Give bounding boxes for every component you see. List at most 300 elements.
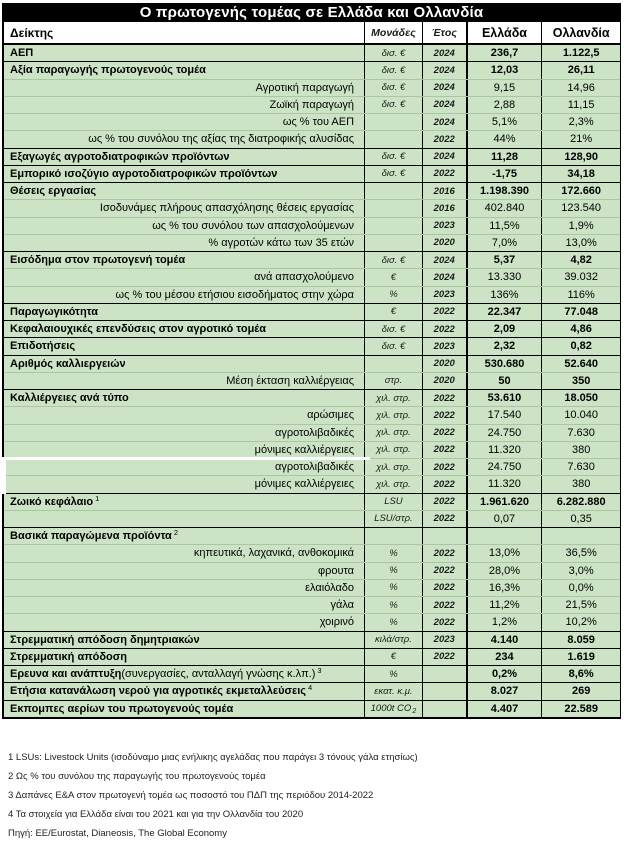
year-cell: 2022 bbox=[422, 563, 466, 579]
units-cell bbox=[364, 218, 422, 234]
units-cell bbox=[364, 425, 422, 441]
units-text: δισ. € bbox=[381, 151, 406, 163]
greece-value-cell: 530.680 bbox=[466, 356, 542, 372]
greece-value-cell: 13.330 bbox=[466, 269, 542, 285]
units-cell bbox=[364, 511, 422, 527]
greece-value-cell: 2,88 bbox=[466, 97, 542, 113]
footnote-marker-icon: 3 bbox=[317, 666, 322, 676]
year-cell: 2023 bbox=[422, 218, 466, 234]
units-cell bbox=[364, 304, 422, 320]
indicator-label: Αξία παραγωγής πρωτογενούς τομέα bbox=[10, 64, 206, 77]
year-cell: 2016 bbox=[422, 183, 466, 199]
indicator-cell bbox=[4, 149, 364, 165]
indicator-cell bbox=[4, 597, 364, 613]
units-text: % bbox=[389, 616, 398, 628]
indicator-label: ως % του μέσου ετήσιου εισοδήματος στην χώρα bbox=[115, 288, 355, 301]
greece-value-cell: 1,2% bbox=[466, 614, 542, 630]
indicator-label: κηπευτικά, λαχανικά, ανθοκομικά bbox=[193, 547, 355, 560]
netherlands-value-cell: 14,96 bbox=[541, 80, 620, 96]
table-row bbox=[4, 648, 620, 665]
units-text: χιλ. στρ. bbox=[376, 392, 411, 404]
footnote-line: Πηγή: ΕΕ/Eurostat, Dianeosis, The Global Economy bbox=[8, 828, 227, 839]
units-cell bbox=[364, 683, 422, 699]
greece-value-cell: 0,2% bbox=[466, 666, 542, 682]
indicator-cell bbox=[4, 321, 364, 337]
table-row bbox=[4, 130, 620, 147]
greece-value-cell bbox=[466, 528, 542, 544]
indicator-label: Στρεμματική απόδοση δημητριακών bbox=[10, 633, 200, 646]
units-text: δισ. € bbox=[381, 64, 406, 76]
netherlands-value-cell: 13,0% bbox=[541, 235, 620, 251]
indicator-cell bbox=[4, 218, 364, 234]
units-cell bbox=[364, 701, 422, 717]
netherlands-value-cell: 380 bbox=[541, 476, 620, 492]
greece-value-cell: 236,7 bbox=[466, 45, 542, 61]
units-cell bbox=[364, 183, 422, 199]
indicator-label: Εισόδημα στον πρωτογενή τομέα bbox=[10, 254, 186, 267]
indicator-label: γάλα bbox=[330, 599, 355, 612]
indicator-label: αγροτολιβαδικές bbox=[274, 461, 355, 474]
table-row bbox=[4, 406, 620, 423]
netherlands-value-cell: 123.540 bbox=[541, 200, 620, 216]
units-text: χιλ. στρ. bbox=[376, 409, 411, 421]
netherlands-value-cell: 350 bbox=[541, 373, 620, 389]
netherlands-value-cell: 21% bbox=[541, 131, 620, 147]
table-row bbox=[4, 389, 620, 406]
table-row bbox=[4, 700, 620, 717]
indicator-label: φρουτα bbox=[317, 564, 355, 577]
table-row bbox=[4, 372, 620, 389]
units-cell bbox=[364, 390, 422, 406]
year-cell: 2022 bbox=[422, 597, 466, 613]
greece-value-cell: 402.840 bbox=[466, 200, 542, 216]
greece-value-cell: 22.347 bbox=[466, 304, 542, 320]
units-text: δισ. € bbox=[381, 340, 406, 352]
greece-value-cell: 16,3% bbox=[466, 580, 542, 596]
netherlands-value-cell: 269 bbox=[541, 683, 620, 699]
table-row bbox=[4, 113, 620, 130]
year-cell: 2023 bbox=[422, 338, 466, 354]
netherlands-value-cell: 21,5% bbox=[541, 597, 620, 613]
table-row bbox=[4, 165, 620, 182]
units-text: χιλ. στρ. bbox=[376, 444, 411, 456]
units-text: € bbox=[390, 651, 397, 663]
table-row bbox=[4, 148, 620, 165]
year-cell: 2023 bbox=[422, 287, 466, 303]
indicator-label: Ετήσια κατανάλωση νερού για αγροτικές εκμεταλλεύσεις bbox=[10, 685, 307, 698]
indicator-label: Εκπομπες αερίων του πρωτογενούς τομέα bbox=[10, 702, 234, 715]
table-row bbox=[4, 337, 620, 354]
units-text: LSU/στρ. bbox=[374, 513, 413, 525]
netherlands-value-cell: 7.630 bbox=[541, 425, 620, 441]
indicator-cell bbox=[4, 494, 364, 510]
indicator-label: ως % του ΑΕΠ bbox=[282, 116, 355, 129]
units-cell bbox=[364, 235, 422, 251]
units-text: χιλ. στρ. bbox=[376, 478, 411, 490]
table-row bbox=[4, 61, 620, 78]
indicator-cell bbox=[4, 425, 364, 441]
units-cell bbox=[364, 287, 422, 303]
indicator-cell bbox=[4, 511, 364, 527]
year-cell bbox=[422, 666, 466, 682]
table-row bbox=[4, 251, 620, 268]
netherlands-value-cell: 18.050 bbox=[541, 390, 620, 406]
year-cell: 2024 bbox=[422, 252, 466, 268]
indicator-cell bbox=[4, 200, 364, 216]
units-cell bbox=[364, 114, 422, 130]
netherlands-value-cell: 0,82 bbox=[541, 338, 620, 354]
units-cell bbox=[364, 166, 422, 182]
indicator-cell bbox=[4, 304, 364, 320]
units-text: LSU bbox=[384, 496, 403, 508]
column-header-units: Μονάδες bbox=[364, 22, 422, 43]
greece-value-cell: 234 bbox=[466, 649, 542, 665]
indicator-cell bbox=[4, 390, 364, 406]
netherlands-value-cell: 39.032 bbox=[541, 269, 620, 285]
indicator-label: Στρεμματική απόδοση bbox=[10, 650, 127, 663]
indicator-label: Εξαγωγές αγροτοδιατροφικών προϊόντων bbox=[10, 150, 230, 163]
netherlands-value-cell: 7.630 bbox=[541, 459, 620, 475]
indicator-cell bbox=[4, 580, 364, 596]
table-row bbox=[4, 234, 620, 251]
indicator-cell bbox=[4, 287, 364, 303]
table-row bbox=[4, 596, 620, 613]
units-cell bbox=[364, 476, 422, 492]
indicator-label: Βασικά παραγώμενα προϊόντα bbox=[10, 530, 172, 543]
units-cell bbox=[364, 442, 422, 458]
units-text: % bbox=[389, 289, 398, 301]
units-text: € bbox=[390, 271, 397, 283]
netherlands-value-cell: 3,0% bbox=[541, 563, 620, 579]
netherlands-value-cell: 8.059 bbox=[541, 632, 620, 648]
netherlands-value-cell: 26,11 bbox=[541, 62, 620, 78]
units-cell bbox=[364, 200, 422, 216]
column-header-netherlands: Ολλανδία bbox=[541, 22, 620, 43]
greece-value-cell: 9,15 bbox=[466, 80, 542, 96]
indicator-label: μόνιμες καλλιέργειες bbox=[254, 478, 355, 491]
year-cell: 2024 bbox=[422, 114, 466, 130]
greece-value-cell: 0,07 bbox=[466, 511, 542, 527]
netherlands-value-cell: 10.040 bbox=[541, 407, 620, 423]
year-cell: 2022 bbox=[422, 494, 466, 510]
year-cell: 2022 bbox=[422, 425, 466, 441]
units-text: δισ. € bbox=[381, 254, 406, 266]
netherlands-value-cell: 116% bbox=[541, 287, 620, 303]
footnote-line: 1 LSUs: Livestock Units (ισοδύναμο μιας ενήλικης αγελάδας που παράγει 3 τόνους γάλα ετησίως) bbox=[8, 752, 418, 763]
indicator-cell bbox=[4, 97, 364, 113]
indicator-cell bbox=[4, 373, 364, 389]
table-row bbox=[4, 544, 620, 561]
greece-value-cell: 50 bbox=[466, 373, 542, 389]
greece-value-cell: 136% bbox=[466, 287, 542, 303]
table-row bbox=[4, 682, 620, 699]
year-cell: 2020 bbox=[422, 373, 466, 389]
units-text: € bbox=[390, 306, 397, 318]
units-cell bbox=[364, 632, 422, 648]
table-row bbox=[4, 441, 620, 458]
greece-value-cell: 17.540 bbox=[466, 407, 542, 423]
indicator-label: Ερευνα και ανάπτυξη bbox=[10, 668, 122, 681]
netherlands-value-cell: 22.589 bbox=[541, 701, 620, 717]
indicator-cell bbox=[4, 166, 364, 182]
indicator-cell bbox=[4, 563, 364, 579]
footnote-line: 2 Ως % του συνόλου της παραγωγής του πρωτογενούς τομέα bbox=[8, 771, 266, 782]
netherlands-value-cell: 4,86 bbox=[541, 321, 620, 337]
units-text: κιλά/στρ. bbox=[375, 634, 412, 646]
indicator-cell bbox=[4, 407, 364, 423]
greece-value-cell: 2,09 bbox=[466, 321, 542, 337]
indicator-label: αρώσιμες bbox=[307, 409, 355, 422]
indicator-cell bbox=[4, 131, 364, 147]
units-cell bbox=[364, 614, 422, 630]
year-cell: 2023 bbox=[422, 632, 466, 648]
indicator-label: ΑΕΠ bbox=[10, 47, 34, 60]
units-cell bbox=[364, 666, 422, 682]
units-cell bbox=[364, 149, 422, 165]
table-row bbox=[4, 665, 620, 682]
indicator-cell bbox=[4, 356, 364, 372]
netherlands-value-cell: 172.660 bbox=[541, 183, 620, 199]
greece-value-cell: 44% bbox=[466, 131, 542, 147]
column-header-indicator: Δείκτης bbox=[10, 25, 54, 40]
netherlands-value-cell: 11,15 bbox=[541, 97, 620, 113]
indicator-label: Ζωϊκή παραγωγή bbox=[269, 98, 355, 111]
year-cell: 2024 bbox=[422, 80, 466, 96]
indicator-label: Ισοδυνάμες πλήρους απασχόλησης θέσεις εργασίας bbox=[99, 202, 355, 215]
year-cell: 2024 bbox=[422, 62, 466, 78]
units-cell bbox=[364, 597, 422, 613]
netherlands-value-cell bbox=[541, 528, 620, 544]
indicator-label: ως % του συνόλου της αξίας της διατροφικής αλυσίδας bbox=[88, 133, 355, 146]
table-row bbox=[4, 303, 620, 320]
greece-value-cell: 5,37 bbox=[466, 252, 542, 268]
indicator-label: % αγροτών κάτω των 35 ετών bbox=[208, 236, 355, 249]
units-cell bbox=[364, 373, 422, 389]
netherlands-value-cell: 8,6% bbox=[541, 666, 620, 682]
units-text: δισ. € bbox=[381, 99, 406, 111]
indicator-label: ανά απασχολούμενο bbox=[254, 271, 355, 284]
indicator-cell bbox=[4, 614, 364, 630]
indicator-label: Μέση έκταση καλλιέργειας bbox=[226, 374, 355, 387]
table-row bbox=[4, 579, 620, 596]
units-cell bbox=[364, 269, 422, 285]
indicator-cell bbox=[4, 62, 364, 78]
table-row bbox=[4, 320, 620, 337]
year-cell: 2022 bbox=[422, 476, 466, 492]
year-cell: 2020 bbox=[422, 356, 466, 372]
indicator-cell bbox=[4, 252, 364, 268]
indicator-label: χοιρινό bbox=[319, 616, 355, 629]
year-cell: 2022 bbox=[422, 459, 466, 475]
indicator-cell bbox=[4, 80, 364, 96]
indicator-label: Αγροτική παραγωγή bbox=[255, 81, 355, 94]
indicator-label: Θέσεις εργασίας bbox=[10, 185, 97, 198]
units-cell bbox=[364, 62, 422, 78]
units-cell bbox=[364, 45, 422, 61]
indicator-label: αγροτολιβαδικές bbox=[274, 426, 355, 439]
year-cell: 2022 bbox=[422, 442, 466, 458]
white-artifact-strip bbox=[2, 457, 6, 494]
indicator-cell bbox=[4, 269, 364, 285]
units-cell bbox=[364, 649, 422, 665]
units-text: % bbox=[389, 668, 398, 680]
year-cell: 2016 bbox=[422, 200, 466, 216]
year-cell: 2022 bbox=[422, 166, 466, 182]
units-text: χιλ. στρ. bbox=[376, 461, 411, 473]
year-cell: 2022 bbox=[422, 321, 466, 337]
indicator-label: Παραγωγικότητα bbox=[10, 305, 99, 318]
units-cell bbox=[364, 459, 422, 475]
units-text: % bbox=[389, 565, 398, 577]
units-text: δισ. € bbox=[381, 323, 406, 335]
netherlands-value-cell: 10,2% bbox=[541, 614, 620, 630]
units-cell bbox=[364, 356, 422, 372]
year-cell: 2022 bbox=[422, 649, 466, 665]
units-text: % bbox=[389, 547, 398, 559]
units-cell bbox=[364, 545, 422, 561]
footnote-line: 3 Δαπάνες Ε&Α στον πρωτογενή τομέα ως ποσοστό του ΠΔΠ της περιόδου 2014-2022 bbox=[8, 790, 374, 801]
netherlands-value-cell: 52.640 bbox=[541, 356, 620, 372]
year-cell: 2022 bbox=[422, 407, 466, 423]
netherlands-value-cell: 1.619 bbox=[541, 649, 620, 665]
units-cell bbox=[364, 80, 422, 96]
indicator-cell bbox=[4, 45, 364, 61]
year-cell: 2022 bbox=[422, 580, 466, 596]
netherlands-value-cell: 0,0% bbox=[541, 580, 620, 596]
indicator-label: ελαιόλαδο bbox=[305, 581, 355, 594]
indicator-cell bbox=[4, 701, 364, 717]
table-row bbox=[4, 527, 620, 544]
year-cell: 2024 bbox=[422, 149, 466, 165]
white-artifact-line bbox=[2, 457, 370, 461]
greece-value-cell: 28,0% bbox=[466, 563, 542, 579]
year-cell: 2022 bbox=[422, 131, 466, 147]
year-cell: 2024 bbox=[422, 97, 466, 113]
table-row bbox=[4, 286, 620, 303]
units-text: 1000t CO bbox=[370, 703, 412, 715]
table-row bbox=[4, 182, 620, 199]
footnote-marker-icon: 4 bbox=[308, 683, 313, 693]
units-text: στρ. bbox=[384, 375, 403, 387]
greece-value-cell: 11.320 bbox=[466, 476, 542, 492]
units-text: εκατ. κ.μ. bbox=[374, 685, 413, 697]
units-cell bbox=[364, 338, 422, 354]
indicator-cell bbox=[4, 235, 364, 251]
units-text: δισ. € bbox=[381, 47, 406, 59]
year-cell: 2024 bbox=[422, 45, 466, 61]
footnote-marker-icon: 2 bbox=[173, 528, 178, 538]
greece-value-cell: 4.140 bbox=[466, 632, 542, 648]
table-row bbox=[4, 631, 620, 648]
netherlands-value-cell: 128,90 bbox=[541, 149, 620, 165]
year-cell: 2022 bbox=[422, 614, 466, 630]
greece-value-cell: 11,5% bbox=[466, 218, 542, 234]
netherlands-value-cell: 0,35 bbox=[541, 511, 620, 527]
indicator-cell bbox=[4, 666, 364, 682]
year-cell: 2020 bbox=[422, 235, 466, 251]
footnote-line: 4 Τα στοιχεία για Ελλάδα είναι του 2021 και για την Ολλανδία του 2020 bbox=[8, 809, 304, 820]
year-cell: 2022 bbox=[422, 304, 466, 320]
table-row bbox=[4, 458, 620, 475]
units-cell bbox=[364, 97, 422, 113]
table-row bbox=[4, 96, 620, 113]
units-cell bbox=[364, 131, 422, 147]
indicator-cell bbox=[4, 632, 364, 648]
indicator-label: ως % του συνόλου των απασχολούμενων bbox=[152, 219, 355, 232]
indicator-label: μόνιμες καλλιέργειες bbox=[254, 443, 355, 456]
units-cell bbox=[364, 252, 422, 268]
greece-value-cell: 5,1% bbox=[466, 114, 542, 130]
netherlands-value-cell: 380 bbox=[541, 442, 620, 458]
units-text: χιλ. στρ. bbox=[376, 427, 411, 439]
page-title: Ο πρωτογενής τομέας σε Ελλάδα και Ολλανδία bbox=[2, 3, 621, 22]
indicator-label: Αριθμός καλλιεργειών bbox=[10, 357, 126, 370]
year-cell bbox=[422, 701, 466, 717]
year-cell bbox=[422, 528, 466, 544]
indicator-cell bbox=[4, 545, 364, 561]
units-text: δισ. € bbox=[381, 168, 406, 180]
indicator-label: Επιδοτήσεις bbox=[10, 340, 76, 353]
greece-value-cell: 8.027 bbox=[466, 683, 542, 699]
greece-value-cell: -1,75 bbox=[466, 166, 542, 182]
column-header-greece: Ελλάδα bbox=[466, 22, 542, 43]
indicator-cell bbox=[4, 476, 364, 492]
units-subscript: 2 bbox=[412, 707, 417, 715]
greece-value-cell: 11,2% bbox=[466, 597, 542, 613]
indicator-cell bbox=[4, 338, 364, 354]
comparison-table bbox=[2, 22, 621, 719]
greece-value-cell: 11.320 bbox=[466, 442, 542, 458]
greece-value-cell: 2,32 bbox=[466, 338, 542, 354]
greece-value-cell: 12,03 bbox=[466, 62, 542, 78]
greece-value-cell: 1.961.620 bbox=[466, 494, 542, 510]
greece-value-cell: 7,0% bbox=[466, 235, 542, 251]
units-text: % bbox=[389, 599, 398, 611]
indicator-cell bbox=[4, 459, 364, 475]
table-row bbox=[4, 562, 620, 579]
table-row bbox=[4, 199, 620, 216]
table-row bbox=[4, 44, 620, 61]
table-row bbox=[4, 493, 620, 510]
greece-value-cell: 24.750 bbox=[466, 425, 542, 441]
indicator-note: (συνεργασίες, ανταλλαγή γνώσης κ.λπ.) bbox=[121, 668, 316, 681]
units-cell bbox=[364, 494, 422, 510]
indicator-cell bbox=[4, 183, 364, 199]
table-body bbox=[4, 44, 620, 717]
indicator-label: Καλλιέργειες ανά τύπο bbox=[10, 392, 129, 405]
greece-value-cell: 24.750 bbox=[466, 459, 542, 475]
greece-value-cell: 53.610 bbox=[466, 390, 542, 406]
year-cell: 2022 bbox=[422, 390, 466, 406]
netherlands-value-cell: 1.122,5 bbox=[541, 45, 620, 61]
footnotes bbox=[8, 748, 608, 843]
table-header-row bbox=[4, 22, 620, 44]
table-row bbox=[4, 510, 620, 527]
indicator-label: Κεφαλαιουχικές επενδύσεις στον αγροτικό τομέα bbox=[10, 323, 267, 336]
year-cell: 2022 bbox=[422, 511, 466, 527]
year-cell: 2022 bbox=[422, 545, 466, 561]
units-text: δισ. € bbox=[381, 82, 406, 94]
year-cell: 2024 bbox=[422, 269, 466, 285]
netherlands-value-cell: 2,3% bbox=[541, 114, 620, 130]
units-cell bbox=[364, 580, 422, 596]
indicator-cell bbox=[4, 114, 364, 130]
greece-value-cell: 11,28 bbox=[466, 149, 542, 165]
netherlands-value-cell: 34,18 bbox=[541, 166, 620, 182]
year-cell bbox=[422, 683, 466, 699]
netherlands-value-cell: 36,5% bbox=[541, 545, 620, 561]
netherlands-value-cell: 6.282.880 bbox=[541, 494, 620, 510]
